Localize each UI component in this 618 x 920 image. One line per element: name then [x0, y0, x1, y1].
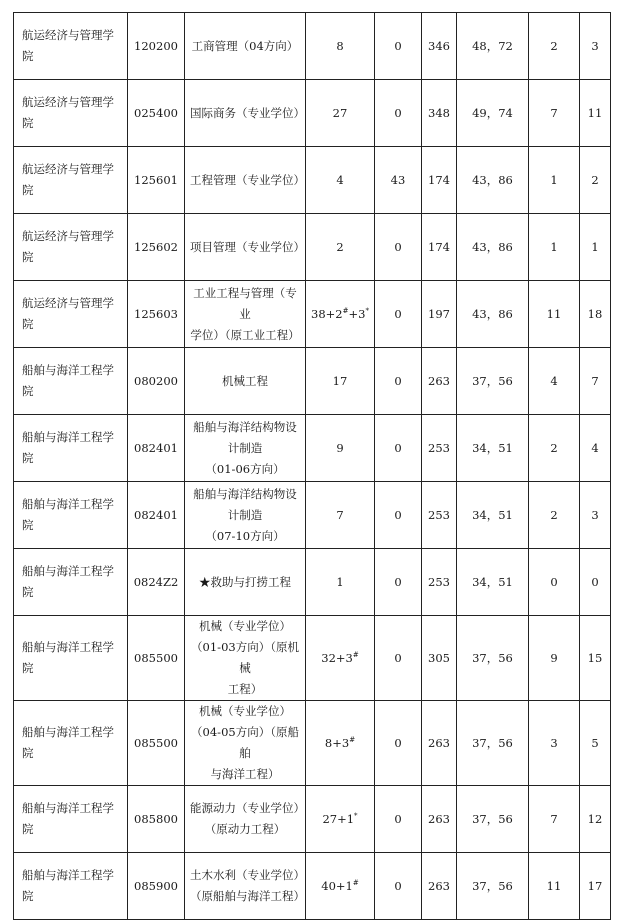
count-cell-b [580, 80, 611, 147]
exempt-count-cell [375, 13, 422, 80]
count-cell-b [580, 214, 611, 281]
count-cell-b [580, 616, 611, 701]
major-name-line: 工程） [227, 682, 263, 696]
total-score: 253 [428, 440, 450, 455]
admissions-table [13, 12, 611, 920]
major-code-cell [128, 482, 185, 549]
exempt-count: 0 [394, 239, 402, 254]
major-code: 082401 [134, 440, 178, 455]
planned-count-cell [306, 214, 375, 281]
table-row [14, 786, 611, 853]
total-score-cell [422, 80, 457, 147]
total-score-cell [422, 281, 457, 348]
total-score-cell [422, 415, 457, 482]
college-cell [14, 214, 128, 281]
total-score: 174 [428, 172, 450, 187]
total-score-cell [422, 786, 457, 853]
single-scores-cell [457, 616, 529, 701]
major-name-line: 船舶与海洋结构物设 [193, 419, 297, 434]
exempt-count-cell [375, 786, 422, 853]
count-cell-a [529, 482, 580, 549]
count-cell-b [580, 482, 611, 549]
exempt-count-cell [375, 80, 422, 147]
table-row [14, 415, 611, 482]
planned-count: 7 [336, 507, 344, 522]
exempt-count-cell [375, 853, 422, 920]
count-b: 12 [587, 811, 603, 826]
major-code-cell [128, 13, 185, 80]
count-a: 2 [550, 507, 558, 522]
planned-count-mark: # [349, 735, 356, 744]
count-a: 0 [550, 574, 558, 589]
planned-count: 8 [336, 38, 344, 53]
college-cell [14, 415, 128, 482]
exempt-count-cell [375, 701, 422, 786]
count-b: 3 [591, 507, 599, 522]
count-cell-b [580, 549, 611, 616]
single-scores: 49，74 [472, 105, 513, 120]
college-name: 船舶与海洋工程学院 [22, 497, 114, 532]
exempt-count-cell [375, 348, 422, 415]
college-name: 航运经济与管理学院 [22, 296, 114, 331]
total-score: 253 [428, 507, 450, 522]
major-name-line: 国际商务（专业学位） [190, 105, 305, 120]
exempt-count-cell [375, 147, 422, 214]
count-b: 5 [591, 735, 599, 750]
table-body [14, 13, 611, 920]
college-name: 航运经济与管理学院 [22, 162, 114, 197]
planned-count: 32+3 [321, 650, 353, 665]
count-cell-b [580, 348, 611, 415]
major-name-cell [185, 214, 306, 281]
single-scores-cell [457, 214, 529, 281]
count-cell-a [529, 853, 580, 920]
table-row [14, 281, 611, 348]
count-cell-b [580, 853, 611, 920]
major-name-cell [185, 549, 306, 616]
total-score-cell [422, 214, 457, 281]
total-score-cell [422, 701, 457, 786]
count-a: 7 [550, 105, 558, 120]
count-cell-a [529, 214, 580, 281]
total-score-cell [422, 147, 457, 214]
planned-count-mark: # [342, 306, 349, 315]
college-name: 船舶与海洋工程学院 [22, 640, 114, 675]
major-name-cell [185, 147, 306, 214]
college-cell [14, 549, 128, 616]
major-name-line: 机械（专业学位） [199, 704, 291, 718]
count-b: 11 [587, 105, 603, 120]
table-row [14, 348, 611, 415]
college-name: 船舶与海洋工程学院 [22, 363, 114, 398]
major-code: 125601 [134, 172, 178, 187]
single-scores-cell [457, 415, 529, 482]
planned-count: 27 [332, 105, 348, 120]
planned-count: 1 [336, 574, 344, 589]
single-scores-cell [457, 281, 529, 348]
count-a: 3 [550, 735, 558, 750]
count-cell-a [529, 786, 580, 853]
total-score-cell [422, 13, 457, 80]
single-scores-cell [457, 701, 529, 786]
total-score-cell [422, 482, 457, 549]
count-cell-b [580, 147, 611, 214]
single-scores-cell [457, 482, 529, 549]
exempt-count-cell [375, 214, 422, 281]
single-scores-cell [457, 549, 529, 616]
count-cell-a [529, 549, 580, 616]
single-scores: 43，86 [472, 172, 513, 187]
total-score: 174 [428, 239, 450, 254]
major-name-line: 工业工程与管理（专业 [193, 285, 297, 321]
total-score: 263 [428, 878, 450, 893]
count-cell-a [529, 348, 580, 415]
major-code-cell [128, 549, 185, 616]
college-name: 船舶与海洋工程学院 [22, 430, 114, 465]
planned-count-cell [306, 348, 375, 415]
major-name-line: 能源动力（专业学位） [190, 801, 305, 815]
count-cell-a [529, 147, 580, 214]
single-scores-cell [457, 147, 529, 214]
planned-count-cell [306, 80, 375, 147]
major-code-cell [128, 786, 185, 853]
count-b: 1 [591, 239, 599, 254]
table-row [14, 214, 611, 281]
single-scores: 43，86 [472, 306, 513, 321]
planned-count-mark: * [354, 811, 358, 820]
count-a: 11 [546, 306, 562, 321]
total-score-cell [422, 616, 457, 701]
total-score: 263 [428, 811, 450, 826]
planned-count-part: 38+2 [311, 306, 343, 321]
planned-count: 9 [336, 440, 344, 455]
single-scores-cell [457, 80, 529, 147]
total-score-cell [422, 348, 457, 415]
planned-count-cell [306, 415, 375, 482]
table-row [14, 482, 611, 549]
major-name-line: 学位）（原工业工程） [190, 327, 300, 342]
count-b: 18 [587, 306, 603, 321]
count-cell-b [580, 281, 611, 348]
count-a: 9 [550, 650, 558, 665]
college-name: 船舶与海洋工程学院 [22, 801, 114, 836]
total-score: 253 [428, 574, 450, 589]
exempt-count: 0 [394, 650, 402, 665]
count-b: 2 [591, 172, 599, 187]
planned-count-cell [306, 147, 375, 214]
college-cell [14, 80, 128, 147]
single-scores-cell [457, 853, 529, 920]
planned-count-cell [306, 281, 375, 348]
college-cell [14, 147, 128, 214]
exempt-count: 0 [394, 811, 402, 826]
table-row [14, 701, 611, 786]
major-code: 0824Z2 [133, 574, 179, 589]
total-score: 348 [428, 105, 450, 120]
single-scores: 37，56 [472, 811, 513, 826]
major-name-line: （01-03方向）（原机械 [191, 640, 299, 675]
planned-count: 27+1 [322, 811, 355, 826]
count-cell-b [580, 415, 611, 482]
count-cell-a [529, 701, 580, 786]
count-b: 0 [591, 574, 599, 589]
planned-count-part: +3 [348, 306, 366, 321]
count-b: 7 [591, 373, 599, 388]
count-cell-a [529, 80, 580, 147]
total-score: 263 [428, 373, 450, 388]
single-scores: 37，56 [472, 650, 513, 665]
exempt-count: 0 [394, 878, 402, 893]
college-name: 船舶与海洋工程学院 [22, 725, 114, 760]
exempt-count: 0 [394, 574, 402, 589]
single-scores: 37，56 [472, 878, 513, 893]
exempt-count: 0 [394, 105, 402, 120]
single-scores: 37，56 [472, 373, 513, 388]
major-code-cell [128, 80, 185, 147]
planned-count: 2 [336, 239, 344, 254]
exempt-count-cell [375, 549, 422, 616]
planned-count-mark: # [352, 650, 359, 659]
count-cell-b [580, 13, 611, 80]
major-name-line: 工程管理（专业学位） [190, 172, 305, 187]
single-scores: 43，86 [472, 239, 513, 254]
major-name-cell [185, 853, 306, 920]
college-cell [14, 853, 128, 920]
college-name: 船舶与海洋工程学院 [22, 868, 114, 903]
major-name-line: 机械工程 [222, 373, 268, 388]
major-code-cell [128, 415, 185, 482]
total-score-cell [422, 853, 457, 920]
planned-count: 8+3 [324, 735, 350, 750]
table-row [14, 549, 611, 616]
exempt-count: 0 [394, 306, 402, 321]
planned-count-cell [306, 549, 375, 616]
table-row [14, 616, 611, 701]
exempt-count-cell [375, 281, 422, 348]
major-name-line: 工商管理（04方向） [191, 38, 299, 53]
single-scores: 37，56 [472, 735, 513, 750]
table-row [14, 80, 611, 147]
major-code-cell [128, 281, 185, 348]
single-scores-cell [457, 786, 529, 853]
planned-count-cell [306, 853, 375, 920]
major-name-line: （原船舶与海洋工程） [190, 889, 305, 903]
major-code-cell [128, 616, 185, 701]
exempt-count: 0 [394, 440, 402, 455]
count-a: 7 [550, 811, 558, 826]
major-name-line: 计制造 [227, 440, 263, 455]
count-a: 2 [550, 38, 558, 53]
major-name-line: 与海洋工程） [210, 767, 280, 781]
planned-count-mark: # [352, 878, 359, 887]
exempt-count: 0 [394, 373, 402, 388]
major-code-cell [128, 701, 185, 786]
major-name-cell [185, 415, 306, 482]
college-cell [14, 348, 128, 415]
major-code-cell [128, 147, 185, 214]
college-cell [14, 281, 128, 348]
major-name-line: 船舶与海洋结构物设 [193, 486, 297, 501]
major-name-line: （原动力工程） [204, 822, 286, 836]
count-a: 1 [550, 172, 558, 187]
exempt-count: 0 [394, 38, 402, 53]
major-name-line: （04-05方向）（原船舶 [191, 725, 299, 760]
planned-count-cell [306, 482, 375, 549]
count-a: 2 [550, 440, 558, 455]
count-b: 15 [587, 650, 603, 665]
major-name-cell [185, 281, 306, 348]
total-score: 305 [428, 650, 450, 665]
major-name-cell [185, 616, 306, 701]
exempt-count: 0 [394, 507, 402, 522]
college-cell [14, 616, 128, 701]
major-code: 085900 [134, 878, 178, 893]
count-cell-a [529, 13, 580, 80]
planned-count-mark: * [365, 306, 369, 315]
planned-count: 4 [336, 172, 344, 187]
major-name-cell [185, 701, 306, 786]
count-cell-b [580, 786, 611, 853]
planned-count: 17 [332, 373, 348, 388]
college-name: 船舶与海洋工程学院 [22, 564, 114, 599]
single-scores: 34，51 [472, 440, 513, 455]
college-cell [14, 482, 128, 549]
planned-count-cell [306, 13, 375, 80]
count-b: 3 [591, 38, 599, 53]
major-name-line: ★救助与打捞工程 [199, 574, 291, 589]
major-name-cell [185, 80, 306, 147]
count-cell-b [580, 701, 611, 786]
major-name-cell [185, 348, 306, 415]
count-b: 17 [587, 878, 603, 893]
count-cell-a [529, 281, 580, 348]
college-name: 航运经济与管理学院 [22, 95, 114, 130]
exempt-count: 43 [390, 172, 406, 187]
planned-count-cell [306, 701, 375, 786]
major-code: 085500 [134, 650, 178, 665]
count-a: 1 [550, 239, 558, 254]
major-code: 082401 [134, 507, 178, 522]
count-a: 11 [546, 878, 562, 893]
college-name: 航运经济与管理学院 [22, 28, 114, 63]
major-name-line: 项目管理（专业学位） [190, 239, 305, 254]
exempt-count-cell [375, 616, 422, 701]
major-name-line: （01-06方向） [205, 461, 285, 476]
exempt-count-cell [375, 482, 422, 549]
major-code: 125602 [134, 239, 178, 254]
major-code: 125603 [134, 306, 178, 321]
major-code-cell [128, 348, 185, 415]
table-row [14, 853, 611, 920]
major-code-cell [128, 853, 185, 920]
major-name-line: 机械（专业学位） [199, 619, 291, 633]
major-code: 080200 [134, 373, 178, 388]
major-name-line: （07-10方向） [205, 528, 285, 543]
count-b: 4 [591, 440, 599, 455]
major-name-cell [185, 13, 306, 80]
total-score: 197 [428, 306, 450, 321]
exempt-count-cell [375, 415, 422, 482]
planned-count-cell [306, 616, 375, 701]
major-code-cell [128, 214, 185, 281]
college-name: 航运经济与管理学院 [22, 229, 114, 264]
college-cell [14, 786, 128, 853]
count-cell-a [529, 415, 580, 482]
total-score-cell [422, 549, 457, 616]
major-code: 085800 [134, 811, 178, 826]
major-name-line: 土木水利（专业学位） [190, 868, 305, 882]
major-code: 085500 [134, 735, 178, 750]
major-code: 120200 [134, 38, 178, 53]
table-row [14, 13, 611, 80]
college-cell [14, 13, 128, 80]
total-score: 263 [428, 735, 450, 750]
single-scores: 34，51 [472, 507, 513, 522]
planned-count-cell [306, 786, 375, 853]
planned-count: 40+1 [321, 878, 353, 893]
major-code: 025400 [134, 105, 178, 120]
count-cell-a [529, 616, 580, 701]
major-name-cell [185, 482, 306, 549]
single-scores-cell [457, 348, 529, 415]
major-name-line: 计制造 [227, 507, 263, 522]
table-row [14, 147, 611, 214]
single-scores: 34，51 [472, 574, 513, 589]
count-a: 4 [550, 373, 558, 388]
exempt-count: 0 [394, 735, 402, 750]
major-name-cell [185, 786, 306, 853]
single-scores: 48，72 [472, 38, 513, 53]
single-scores-cell [457, 13, 529, 80]
total-score: 346 [428, 38, 450, 53]
college-cell [14, 701, 128, 786]
